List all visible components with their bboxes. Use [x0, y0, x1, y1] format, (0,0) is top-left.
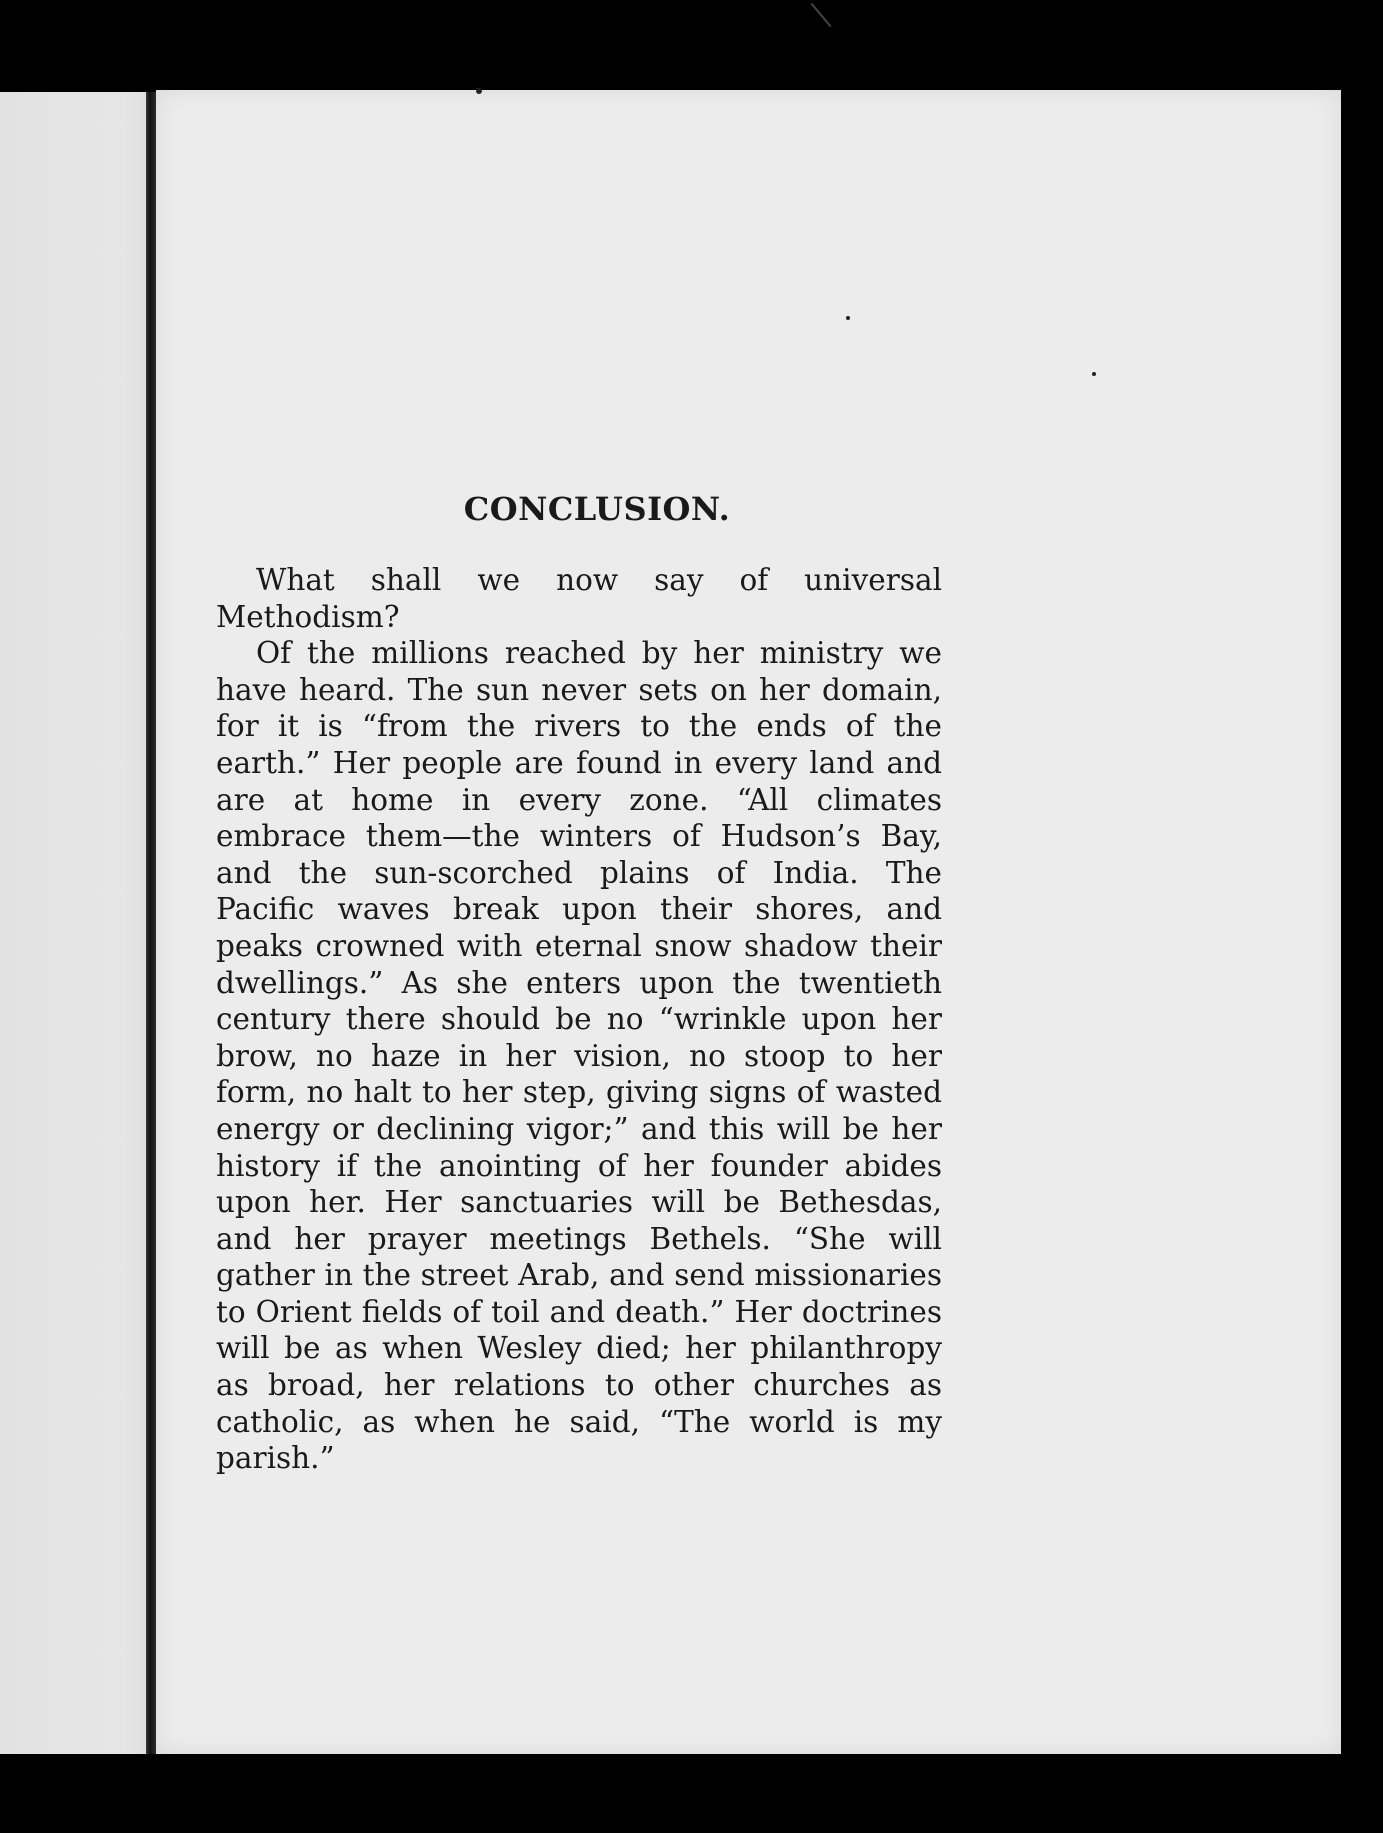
page-title: CONCLUSION.: [463, 490, 731, 528]
page-text: [216, 490, 942, 1477]
page-speck: [1092, 372, 1096, 376]
paragraph: Of the millions reached by her ministry we have heard. The sun never sets on her domain, for it is “from the rivers to the ends of the earth.” Her people are found in every land and are at home in every zone. “All climates embrace them—the winters of Hudson’s Bay, and the sun-scorched plains of India. The Pacific waves break upon their shores, and peaks crowned with eternal snow shadow their dwellings.” As she enters upon the twentieth century there should be no “wrinkle upon her brow, no haze in her vision, no stoop to her form, no halt to her step, giving signs of wasted energy or declining vigor;” and this will be her history if the anointing of her founder abides upon her. Her sanctuaries will be Bethesdas, and her prayer meetings Bethels. “She will gather in the street Arab, and send missionaries to Orient fields of toil and death.” Her doctrines will be as when Wesley died; her philanthropy as broad, her relations to other churches as catholic, as when he said, “The world is my parish.”: [216, 636, 942, 1476]
scan-artifact: [811, 3, 832, 27]
book-spine: [146, 92, 156, 1754]
page-speck: [476, 88, 482, 94]
page-speck: [846, 316, 850, 320]
paragraph: What shall we now say of universal Methodism?: [216, 563, 942, 634]
